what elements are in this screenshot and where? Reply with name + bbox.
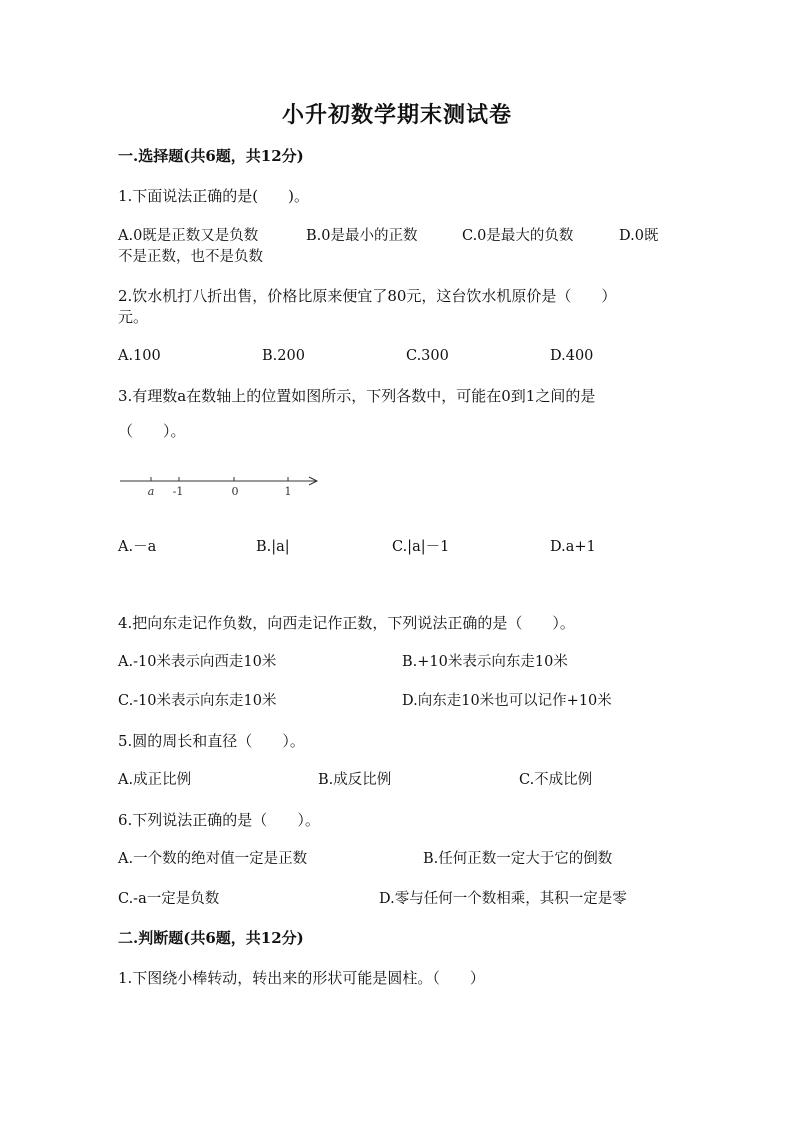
question-2-option-d: D.400 [550, 348, 594, 364]
number-line-label-minus1: -1 [172, 485, 184, 498]
question-5-stem: 5.圆的周长和直径（ ）。 [118, 732, 305, 750]
number-line-label-a: a [147, 485, 155, 498]
number-line-label-0: 0 [231, 485, 239, 498]
question-4-option-c: C.-10米表示向东走10米 [118, 693, 277, 709]
question-3-option-b: B.|a| [256, 539, 290, 555]
question-3-stem-line2: （ ）。 [118, 422, 186, 440]
question-1-stem: 1.下面说法正确的是( )。 [118, 187, 310, 205]
question-5-option-c: C.不成比例 [519, 772, 593, 788]
question-4-option-a: A.-10米表示向西走10米 [118, 654, 277, 670]
question-3-option-a: A.－a [118, 539, 157, 555]
question-2-option-c: C.300 [406, 348, 449, 364]
number-line-label-1: 1 [284, 485, 292, 498]
question-3-stem-line1: 3.有理数a在数轴上的位置如图所示，下列各数中，可能在0到1之间的是 [118, 387, 596, 405]
question-2-option-b: B.200 [262, 348, 305, 364]
question-6-option-c: C.-a一定是负数 [118, 891, 220, 907]
number-line-figure [118, 468, 324, 502]
judgement-question-1-stem: 1.下图绕小棒转动，转出来的形状可能是圆柱。（ ） [118, 969, 485, 987]
question-6-option-b: B.任何正数一定大于它的倒数 [423, 851, 613, 867]
question-2-stem-line1: 2.饮水机打八折出售，价格比原来便宜了80元，这台饮水机原价是（ ） [118, 287, 617, 305]
page-title: 小升初数学期末测试卷 [281, 102, 512, 128]
question-2-stem-line2: 元。 [118, 308, 149, 326]
question-1-option-d-wrap: 不是正数，也不是负数 [118, 249, 263, 265]
section-heading-judgement: 二.判断题(共6题，共12分) [118, 929, 304, 947]
question-6-option-d: D.零与任何一个数相乘，其积一定是零 [379, 891, 627, 907]
question-5-option-b: B.成反比例 [318, 772, 392, 788]
question-6-option-a: A.一个数的绝对值一定是正数 [118, 851, 308, 867]
question-3-option-c: C.|a|－1 [392, 539, 450, 555]
section-heading-choice: 一.选择题(共6题，共12分) [118, 147, 304, 165]
question-1-option-c: C.0是最大的负数 [462, 228, 574, 244]
question-3-option-d: D.a+1 [550, 539, 596, 555]
question-4-stem: 4.把向东走记作负数，向西走记作正数，下列说法正确的是（ ）。 [118, 614, 575, 632]
question-2-option-a: A.100 [118, 348, 161, 364]
question-1-option-b: B.0是最小的正数 [306, 228, 418, 244]
question-4-option-d: D.向东走10米也可以记作+10米 [402, 693, 612, 709]
question-5-option-a: A.成正比例 [118, 772, 192, 788]
question-4-option-b: B.+10米表示向东走10米 [402, 654, 568, 670]
question-1-option-a: A.0既是正数又是负数 [118, 228, 259, 244]
question-6-stem: 6.下列说法正确的是（ ）。 [118, 811, 320, 829]
question-1-option-d: D.0既 [619, 228, 659, 244]
